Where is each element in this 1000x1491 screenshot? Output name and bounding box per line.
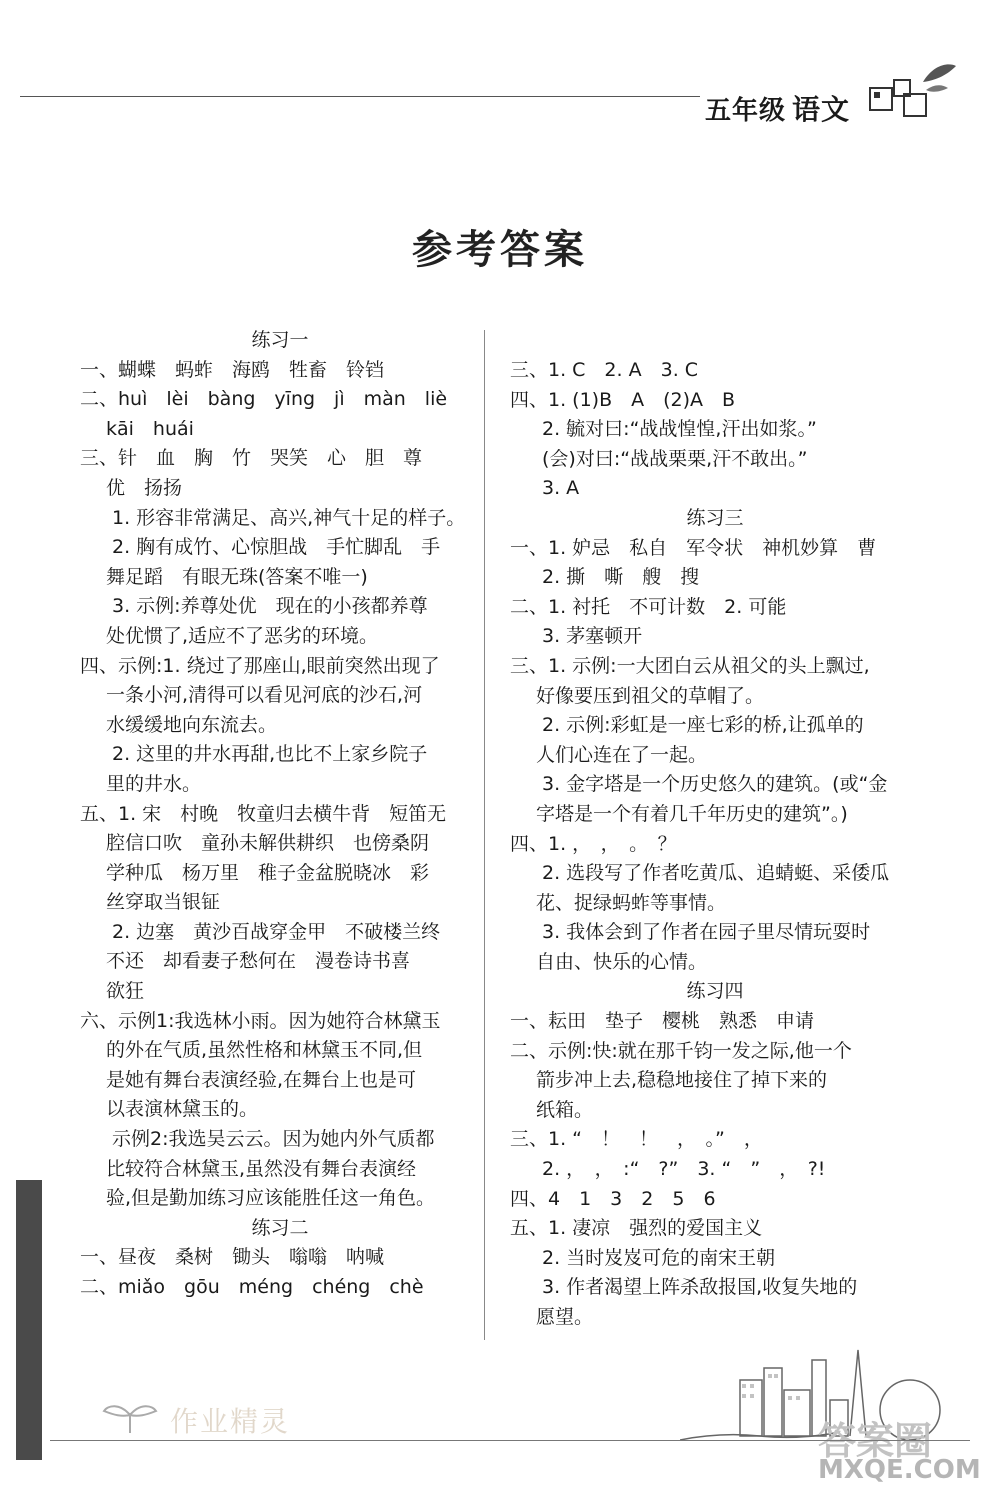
answer-line: 六、示例1:我选林小雨。因为她符合林黛玉 <box>80 1009 441 1032</box>
section-heading: 练习三 <box>686 506 744 529</box>
answer-line: 2. 示例:彩虹是一座七彩的桥,让孤单的 <box>542 714 864 737</box>
answer-line: 欲狂 <box>106 980 145 1003</box>
header-deco-icon <box>868 60 958 120</box>
answer-line: 2. 边塞 黄沙百战穿金甲 不破楼兰终 <box>112 920 441 943</box>
answer-line: 3. 示例:养尊处优 现在的小孩都养尊 <box>112 595 428 618</box>
answer-line: 一、蝴蝶 蚂蚱 海鸥 牲畜 铃铛 <box>80 358 385 381</box>
answer-line: 2. 撕 嘶 艘 搜 <box>542 566 700 589</box>
grade-label: 五年级 <box>705 96 787 126</box>
answer-line: kāi huái <box>106 417 194 440</box>
answer-line: 一、耘田 垫子 樱桃 熟悉 申请 <box>510 1010 815 1033</box>
answer-line: 不还 却看妻子愁何在 漫卷诗书喜 <box>106 950 411 973</box>
watermark-left: 作业精灵 <box>170 1405 291 1438</box>
answer-line: 二、1. 衬托 不可计数 2. 可能 <box>510 595 787 618</box>
answer-line: 二、miǎo gōu méng chéng chè <box>80 1276 424 1298</box>
answer-line: 学种瓜 杨万里 稚子金盆脱晓冰 彩 <box>106 861 430 884</box>
answer-line: (会)对曰:“战战栗栗,汗不敢出。” <box>542 447 808 470</box>
answer-line: 丝穿取当银钲 <box>106 891 221 914</box>
answer-line: 三、1. “ ！ ！ ， 。” ， <box>510 1128 763 1151</box>
answer-line: 四、1. ， ， 。 ？ <box>510 832 677 855</box>
answer-line: 舞足蹈 有眼无珠(答案不唯一) <box>106 565 368 588</box>
subject-label: 语文 <box>792 93 851 126</box>
answer-line: 是她有舞台表演经验,在舞台上也是可 <box>106 1068 417 1091</box>
section-heading: 练习四 <box>686 980 744 1003</box>
answer-line: 2. 选段写了作者吃黄瓜、追蜻蜓、采倭瓜 <box>542 862 890 885</box>
answer-line: 3. 金字塔是一个历史悠久的建筑。(或“金 <box>542 773 888 796</box>
answer-line: 自由、快乐的心情。 <box>536 950 708 973</box>
binding-shadow <box>16 1180 42 1460</box>
header-rule <box>20 96 700 97</box>
answer-line: 水缓缓地向东流去。 <box>106 713 278 736</box>
watermark-url: MXQE.COM <box>818 1455 981 1485</box>
answer-line: 四、示例:1. 绕过了那座山,眼前突然出现了 <box>80 654 440 677</box>
answer-line: 2. ， ， :“ ?” 3. “ ” ， ?! <box>542 1158 826 1181</box>
answer-line: 花、捉绿蚂蚱等事情。 <box>536 891 727 914</box>
answer-line: 1. 形容非常满足、高兴,神气十足的样子。 <box>112 506 466 529</box>
answer-line: 腔信口吹 童孙未解供耕织 也傍桑阴 <box>106 832 430 855</box>
answer-line: 四、4 1 3 2 5 6 <box>510 1187 716 1210</box>
answer-line: 以表演林黛玉的。 <box>106 1098 259 1121</box>
answer-line: 优 扬扬 <box>106 476 183 499</box>
header-grade <box>705 88 850 128</box>
answer-line: 示例2:我选吴云云。因为她内外气质都 <box>112 1128 435 1151</box>
answer-line: 里的井水。 <box>106 772 202 795</box>
answer-line: 3. 茅塞顿开 <box>542 625 643 648</box>
left-column <box>80 326 480 1303</box>
answer-line: 一、1. 妒忌 私自 军令状 神机妙算 曹 <box>510 536 877 559</box>
answer-line: 箭步冲上去,稳稳地接住了掉下来的 <box>536 1069 828 1092</box>
column-divider <box>484 330 485 1340</box>
section-heading: 练习一 <box>251 329 309 351</box>
right-column <box>510 356 920 1333</box>
watermark-brand: 答案圈 <box>818 1419 933 1463</box>
answer-line: 二、示例:快:就在那千钧一发之际,他一个 <box>510 1039 852 1062</box>
answer-line: 三、1. C 2. A 3. C <box>510 359 699 381</box>
answer-line: 3. 我体会到了作者在园子里尽情玩耍时 <box>542 921 871 944</box>
answer-line: 五、1. 凄凉 强烈的爱国主义 <box>510 1217 763 1240</box>
answer-line: 2. 胸有成竹、心惊胆战 手忙脚乱 手 <box>112 536 441 559</box>
answer-line: 3. 作者渴望上阵杀敌报国,收复失地的 <box>542 1276 858 1299</box>
answer-line: 一、昼夜 桑树 锄头 嗡嗡 呐喊 <box>80 1246 385 1269</box>
answer-line: 纸箱。 <box>536 1098 594 1121</box>
answer-line: 三、针 血 胸 竹 哭笑 心 胆 尊 <box>80 447 423 470</box>
answer-line: 好像要压到祖父的草帽了。 <box>536 684 765 707</box>
answer-line: 2. 当时岌岌可危的南宋王朝 <box>542 1246 776 1269</box>
answer-line: 愿望。 <box>536 1306 594 1328</box>
answer-line: 人们心连在了一起。 <box>536 743 708 766</box>
page-title: 参考答案 <box>412 226 588 273</box>
answer-line: 2. 毓对曰:“战战惶惶,汗出如浆。” <box>542 418 817 441</box>
answer-line: 的外在气质,虽然性格和林黛玉不同,但 <box>106 1039 423 1062</box>
answer-line: 3. A <box>542 477 580 500</box>
answer-line: 四、1. (1)B A (2)A B <box>510 388 736 411</box>
plant-icon <box>100 1395 160 1435</box>
answer-line: 一条小河,清得可以看见河底的沙石,河 <box>106 684 423 707</box>
answer-line: 处优惯了,适应不了恶劣的环境。 <box>106 624 379 647</box>
answer-line: 字塔是一个有着几千年历史的建筑”。) <box>536 802 848 825</box>
footer-rule <box>50 1440 970 1441</box>
section-heading: 练习二 <box>251 1216 309 1239</box>
answer-line: 2. 这里的井水再甜,也比不上家乡院子 <box>112 743 428 766</box>
answer-line: 验,但是勤加练习应该能胜任这一角色。 <box>106 1187 436 1210</box>
answer-line: 三、1. 示例:一大团白云从祖父的头上飘过, <box>510 654 870 677</box>
answer-line: 二、huì lèi bàng yīng jì màn liè <box>80 388 448 411</box>
answer-line: 比较符合林黛玉,虽然没有舞台表演经 <box>106 1157 417 1180</box>
answer-line: 五、1. 宋 村晚 牧童归去横牛背 短笛无 <box>80 802 447 825</box>
